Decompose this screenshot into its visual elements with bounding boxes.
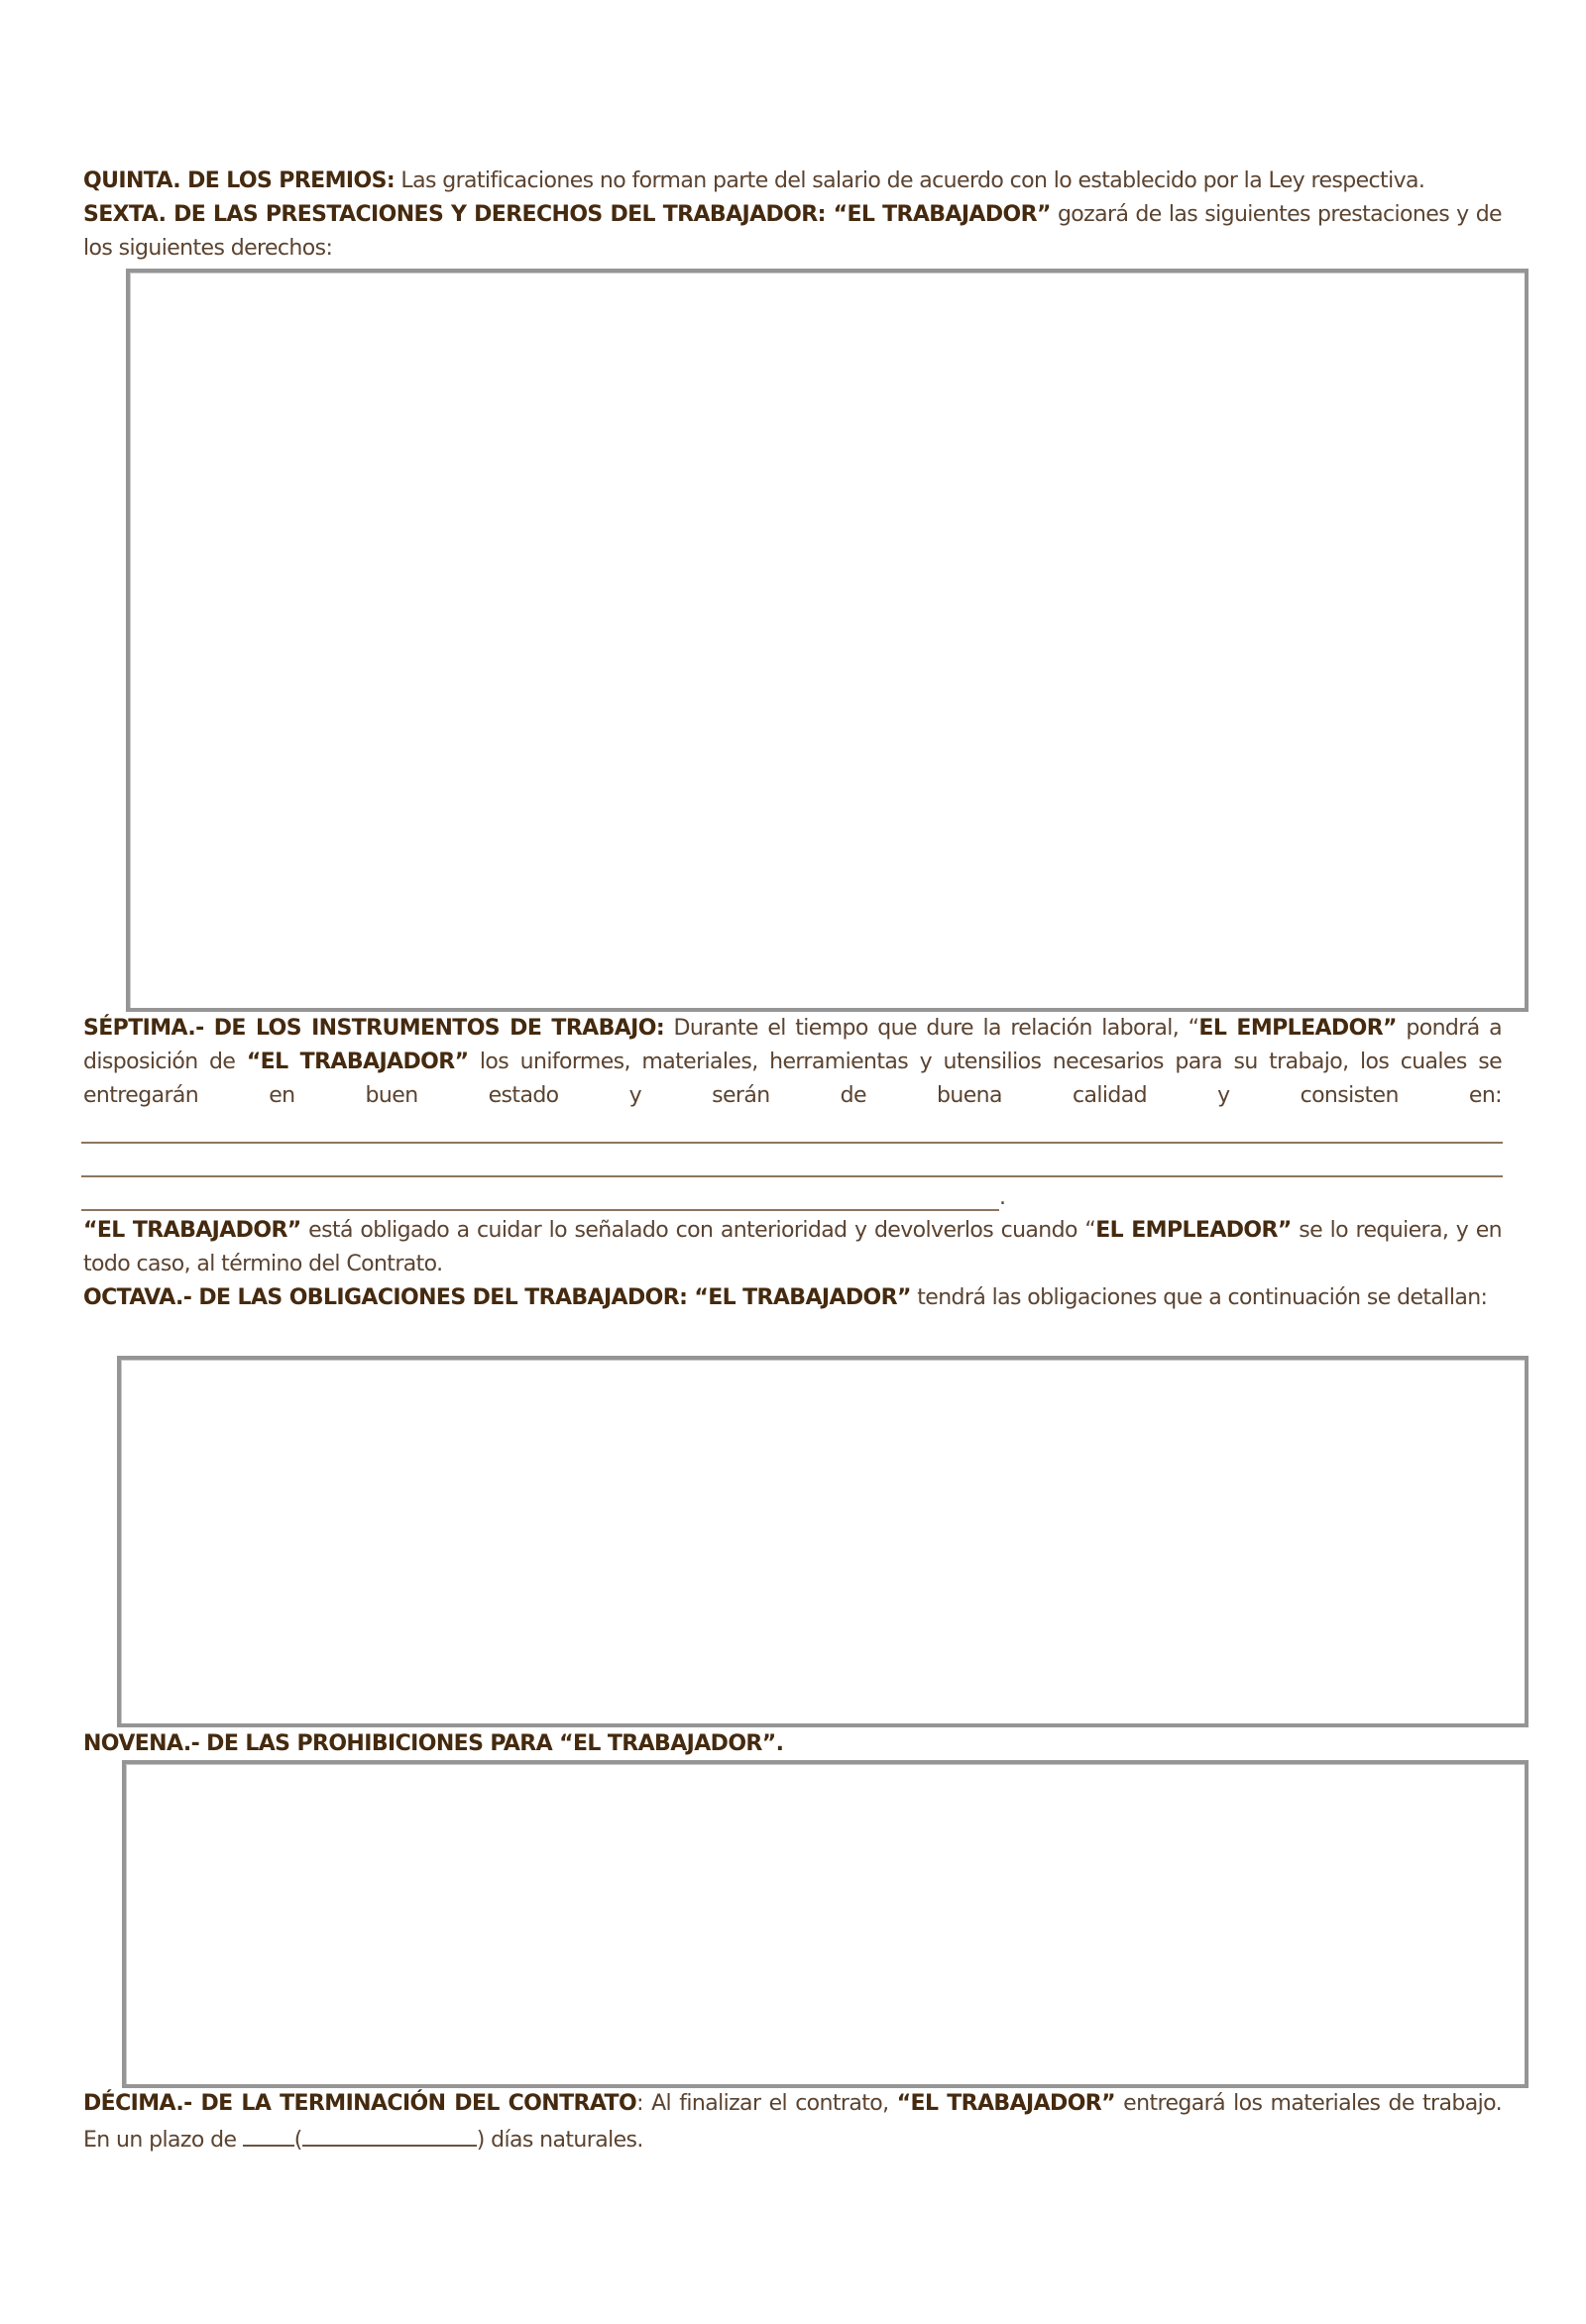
clause-novena (83, 1727, 1502, 1761)
octava-content-box (117, 1356, 1529, 1727)
clause-octava (83, 1281, 1502, 1315)
clause-heading: SÉPTIMA.- DE LOS INSTRUMENTOS DE TRABAJO: (83, 1016, 665, 1041)
clause-heading: DÉCIMA.- DE LA TERMINACIÓN DEL CONTRATO (83, 2091, 637, 2116)
fill-in-line-3[interactable] (81, 1209, 999, 1211)
clause-sexta (83, 198, 1502, 266)
worker-term: “EL TRABAJADOR” (896, 2091, 1115, 2116)
fill-in-line-2[interactable] (81, 1175, 1503, 1177)
fill-in-line-1[interactable] (81, 1142, 1503, 1144)
worker-term: “EL TRABAJADOR” (83, 1218, 301, 1243)
clause-body: tendrá las obligaciones que a continuación se detallan: (910, 1285, 1488, 1310)
clause-body: gozará de las siguientes prestaciones y de los siguientes derechos: (83, 202, 1502, 261)
clause-quinta (83, 165, 1502, 198)
employer-term: EL EMPLEADOR” (1095, 1218, 1292, 1243)
clause-body: Las gratificaciones no forman parte del salario de acuerdo con lo establecido por la Ley respectiva. (395, 168, 1425, 193)
worker-term: “EL TRABAJADOR” (246, 1050, 469, 1074)
clause-heading: NOVENA.- DE LAS PROHIBICIONES PARA “EL TRABAJADOR”. (83, 1731, 784, 1756)
clause-septima-care: “EL TRABAJADOR” está obligado a cuidar lo señalado con anterioridad y devolverlos cuando “EL EMPLEADOR” se lo requiera, y en todo caso, al término del Contrato. (83, 1218, 1502, 1276)
clause-septima: SÉPTIMA.- DE LOS INSTRUMENTOS DE TRABAJO: Durante el tiempo que dure la relación laboral, “EL EMPLEADOR” pondrá a disposición de “EL TRABAJADOR” los uniformes, materiales, herramientas y utensilios necesarios para su trabajo, los cuales se entregarán en buen estado y serán de buena calidad y consisten en: (83, 1016, 1503, 1108)
clause-decima: DÉCIMA.- DE LA TERMINACIÓN DEL CONTRATO: Al finalizar el contrato, “EL TRABAJADOR” entregará los materiales de trabajo. En un plazo de ( ) días naturales. (83, 2091, 1502, 2153)
sexta-content-box (126, 269, 1529, 1012)
days-number-blank[interactable] (243, 2121, 294, 2147)
clause-heading: QUINTA. DE LOS PREMIOS: (83, 168, 396, 193)
novena-content-box (122, 1760, 1529, 2088)
employer-term: EL EMPLEADOR” (1198, 1016, 1397, 1041)
clause-heading: OCTAVA.- DE LAS OBLIGACIONES DEL TRABAJADOR: “EL TRABAJADOR” (83, 1285, 911, 1310)
fill-in-period: . (999, 1185, 1006, 1210)
clause-heading: SEXTA. DE LAS PRESTACIONES Y DERECHOS DEL TRABAJADOR: “EL TRABAJADOR” (83, 202, 1051, 227)
days-words-blank[interactable] (302, 2121, 477, 2147)
